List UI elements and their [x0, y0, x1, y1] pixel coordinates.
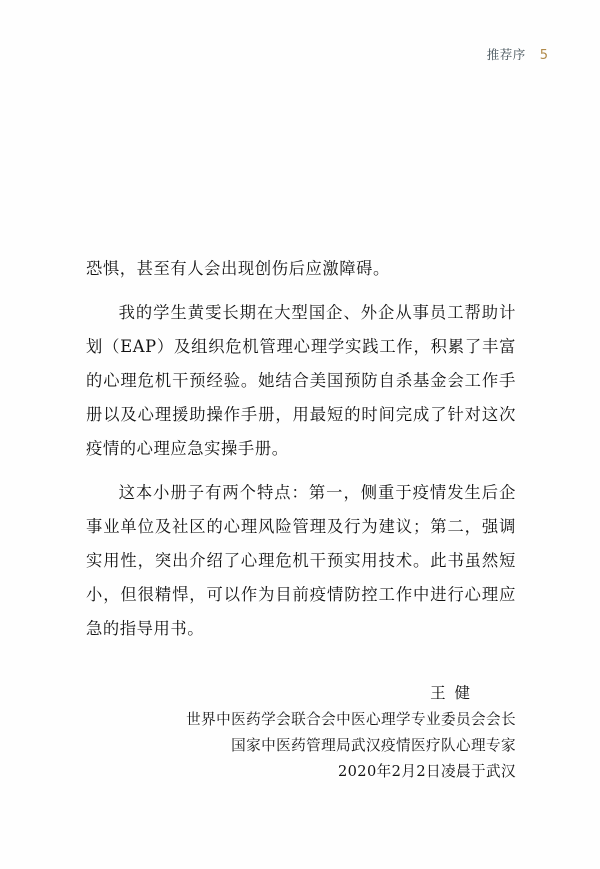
signature-line-2: 国家中医药管理局武汉疫情医疗队心理专家 [231, 737, 516, 754]
paragraph-1: 恐惧，甚至有人会出现创伤后应激障碍。 [86, 259, 390, 278]
header-page-number: 5 [539, 48, 548, 63]
body-text-block [86, 252, 516, 646]
paragraph-2: 我的学生黄雯长期在大型国企、外企从事员工帮助计划（EAP）及组织危机管理心理学实践工作，积累了丰富的心理危机干预经验。她结合美国预防自杀基金会工作手册以及心理援助操作手册，用最短的时间完成了针对这次疫情的心理应急实操手册。 [86, 303, 516, 458]
paragraph-3: 这本小册子有两个特点：第一，侧重于疫情发生后企事业单位及社区的心理风险管理及行为建议；第二，强调实用性，突出介绍了心理危机干预实用技术。此书虽然短小，但很精悍，可以作为目前疫情防控工作中进行心理应急的指导用书。 [86, 483, 516, 638]
header-section-title: 推荐序 [486, 47, 526, 62]
signature-line-1: 世界中医药学会联合会中医心理学专业委员会会长 [186, 711, 516, 728]
signature-line-3: 2020年2月2日凌晨于武汉 [337, 763, 516, 780]
page-header [487, 45, 548, 63]
signature-name: 王 健 [430, 684, 472, 702]
signature-block [86, 680, 516, 785]
